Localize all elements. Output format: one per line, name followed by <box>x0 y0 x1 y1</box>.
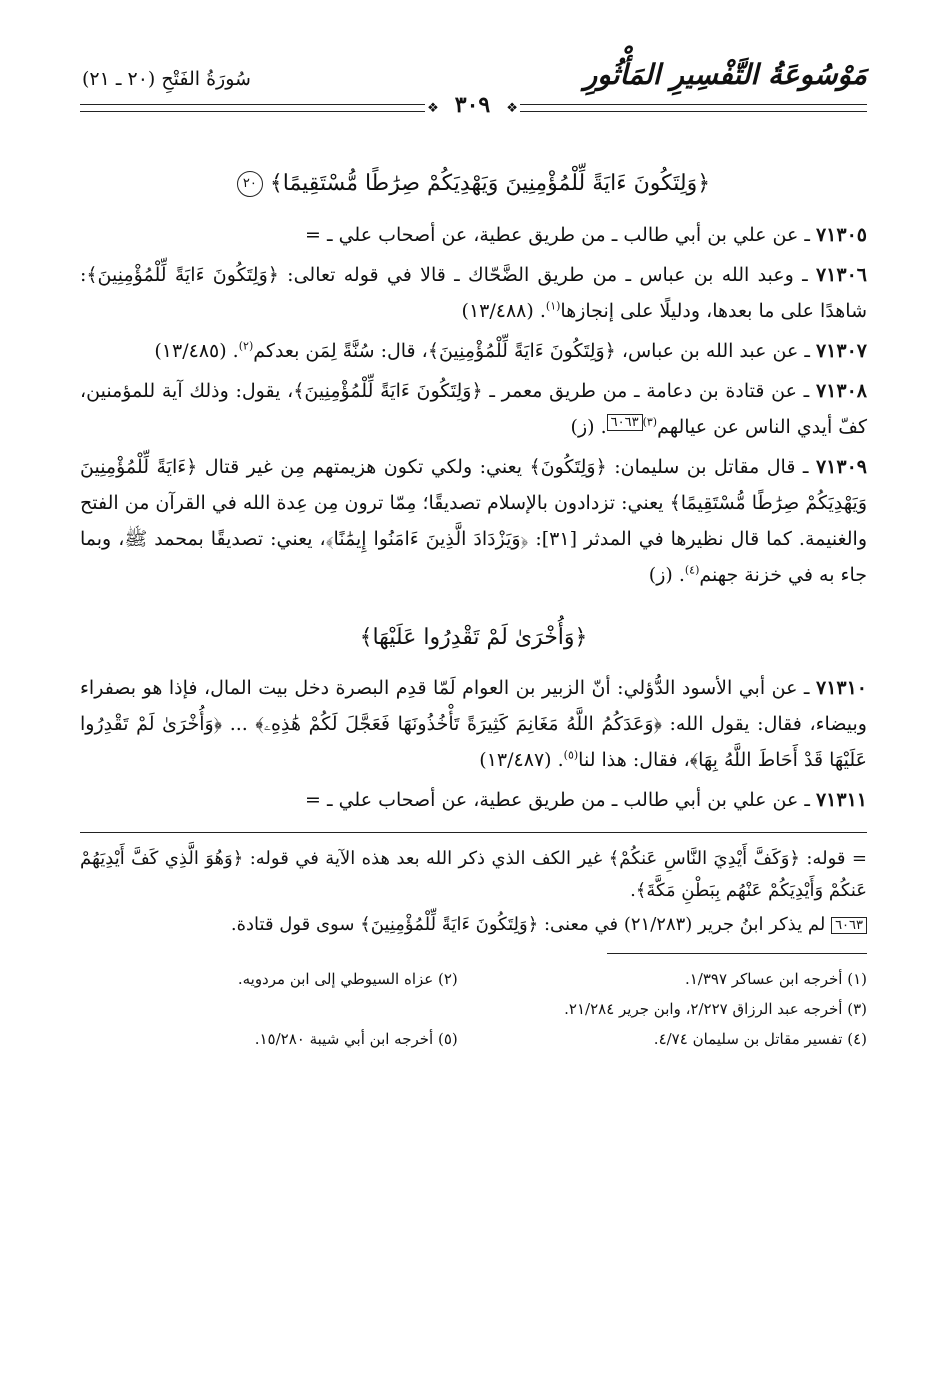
volume-ref: . (١٣/٤٨٥) <box>154 340 239 362</box>
footnote-row <box>80 964 867 994</box>
verse-text: ﴿وَأُخْرَىٰ لَمْ تَقْدِرُوا عَلَيْهَا﴾ <box>359 625 588 650</box>
entry-number: ٧١٣١٠ <box>815 677 868 699</box>
ayah-number: ٢٠ <box>237 171 263 197</box>
ornament-icon: ❖ <box>506 101 518 116</box>
entry-text: ـ عن قتادة بن دعامة ـ من طريق معمر ـ ﴿وَلِتَكُونَ ءَايَةً لِّلْمُؤْمِنِينَ﴾، يقول: وذلك آية للمؤمنين، كفّ أيدي الناس عن عيالهم <box>80 380 867 438</box>
entry <box>80 670 867 778</box>
entry <box>80 449 867 593</box>
note-box[interactable]: ٦٠٦٣ <box>831 917 867 934</box>
entry-text: ـ عن عبد الله بن عباس، ﴿وَلِتَكُونَ ءَايَةً لِّلْمُؤْمِنِينَ﴾، قال: سُنَّةً لِمَن بعدكم <box>253 340 810 362</box>
footnote-marker[interactable]: (٣) <box>642 415 658 429</box>
entry-number: ٧١٣٠٨ <box>815 380 867 402</box>
footnote: (٣) أخرجه عبد الرزاق ٢/٢٢٧، وابن جرير ٢١/٢٨٤. <box>564 1000 867 1018</box>
verse-heading-2 <box>80 625 867 650</box>
footnote: (٤) تفسير مقاتل بن سليمان ٤/٧٤. <box>653 1030 867 1048</box>
footnote-row <box>80 994 867 1024</box>
ornament-icon: ❖ <box>427 101 439 116</box>
volume-ref: . (ز) <box>570 416 607 438</box>
footnote-marker[interactable]: (١) <box>545 299 561 313</box>
entry-text: ـ وعبد الله بن عباس ـ من طريق الضَّحّاك ـ قالا في قوله تعالى: ﴿وَلِتَكُونَ ءَايَةً لِّلْمُؤْمِنِينَ﴾: شاهدًا على ما بعدها، ودليلًا على إنجازها <box>80 264 867 322</box>
continuation-note <box>80 909 867 941</box>
page-number: ٣٠٩ <box>441 92 504 118</box>
note-box[interactable]: ٦٠٦٣ <box>607 414 643 431</box>
entry <box>80 257 867 329</box>
entry-text: ـ عن أبي الأسود الدُّؤلي: أنّ الزبير بن العوام لَمّا قدِم البصرة دخل بيت المال، فإذا هو بصفراء وبيضاء، فقال: يقول الله: ﴿وَعَدَكُمُ اللَّهُ مَغَانِمَ كَثِيرَةً تَأْخُذُونَهَا فَعَجَّلَ لَكُمْ هَٰذِهِۦ﴾ ... ﴿وَأُخْرَىٰ لَمْ تَقْدِرُوا عَلَيْهَا قَدْ أَحَاطَ اللَّهُ بِهَا﴾، فقال: هذا لنا <box>80 677 867 771</box>
book-title: مَوْسُوعَةُ التَّفْسِيرِ المَأْثُورِ <box>583 58 867 91</box>
entry-number: ٧١٣٠٦ <box>815 264 867 286</box>
footnote-row <box>80 1024 867 1054</box>
footnote-marker[interactable]: (٢) <box>238 339 254 353</box>
main-text <box>80 165 867 1054</box>
entry <box>80 373 867 445</box>
entry-text: ـ عن علي بن أبي طالب ـ من طريق عطية، عن أصحاب علي ـ = <box>305 789 810 811</box>
volume-ref: . (١٣/٤٨٨) <box>461 300 546 322</box>
note-text: لم يذكر ابنُ جرير (٢١/٢٨٣) في معنى: ﴿وَلِتَكُونَ ءَايَةً لِّلْمُؤْمِنِينَ﴾ سوى قول قتادة. <box>230 914 826 935</box>
surah-title: سُورَةُ الفَتْحِ (٢٠ ـ ٢١) <box>82 68 251 90</box>
footnote: (٢) عزاه السيوطي إلى ابن مردويه. <box>237 970 458 988</box>
entry <box>80 333 867 369</box>
entry <box>80 217 867 253</box>
entry <box>80 782 867 818</box>
volume-ref: . (١٣/٤٨٧) <box>479 749 564 771</box>
divider <box>80 832 867 833</box>
footnote: (٥) أخرجه ابن أبي شيبة ١٥/٢٨٠. <box>254 1030 458 1048</box>
entry-number: ٧١٣١١ <box>815 789 867 811</box>
page-number-wrap <box>0 92 945 118</box>
footnote: (١) أخرجه ابن عساكر ١/٣٩٧. <box>684 970 867 988</box>
verse-text: ﴿وَلِتَكُونَ ءَايَةً لِّلْمُؤْمِنِينَ وَيَهْدِيَكُمْ صِرَٰطًا مُّسْتَقِيمًا﴾ <box>269 171 711 196</box>
footnote-marker[interactable]: (٥) <box>563 748 579 762</box>
footnote-divider <box>607 953 867 954</box>
entry-number: ٧١٣٠٥ <box>815 224 867 246</box>
volume-ref: . (ز) <box>648 564 685 586</box>
verse-heading-1 <box>80 171 867 197</box>
footnote-marker[interactable]: (٤) <box>684 563 700 577</box>
continuation-note: = قوله: ﴿وَكَفَّ أَيْدِيَ النَّاسِ عَنكُمْ﴾ غير الكف الذي ذكر الله بعد هذه الآية في قوله: ﴿وَهُوَ الَّذِي كَفَّ أَيْدِيَهُمْ عَنكُمْ وَأَيْدِيَكُمْ عَنْهُم بِبَطْنِ مَكَّةَ﴾. <box>80 848 867 901</box>
footnotes <box>80 964 867 1054</box>
entry-text: ـ قال مقاتل بن سليمان: ﴿وَلِتَكُونَ﴾ يعني: ولكي تكون هزيمتهم مِن غير قتال ﴿ءَايَةً لِّلْمُؤْمِنِينَ وَيَهْدِيَكُمْ صِرَٰطًا مُّسْتَقِيمًا﴾ يعني: تزدادون بالإسلام تصديقًا؛ مِمّا ترون مِن عِدة الله في القرآن من الفتح والغنيمة. كما قال نظيرها في المدثر [٣١]: ﴿وَيَزْدَادَ الَّذِينَ ءَامَنُوا إِيمَٰنًا﴾، يعني: تصديقًا بمحمد ﷺ، وبما جاء به في خزنة جهنم <box>80 456 867 586</box>
entry-text: ـ عن علي بن أبي طالب ـ من طريق عطية، عن أصحاب علي ـ = <box>305 224 810 246</box>
entry-number: ٧١٣٠٩ <box>815 456 867 478</box>
entry-number: ٧١٣٠٧ <box>815 340 867 362</box>
